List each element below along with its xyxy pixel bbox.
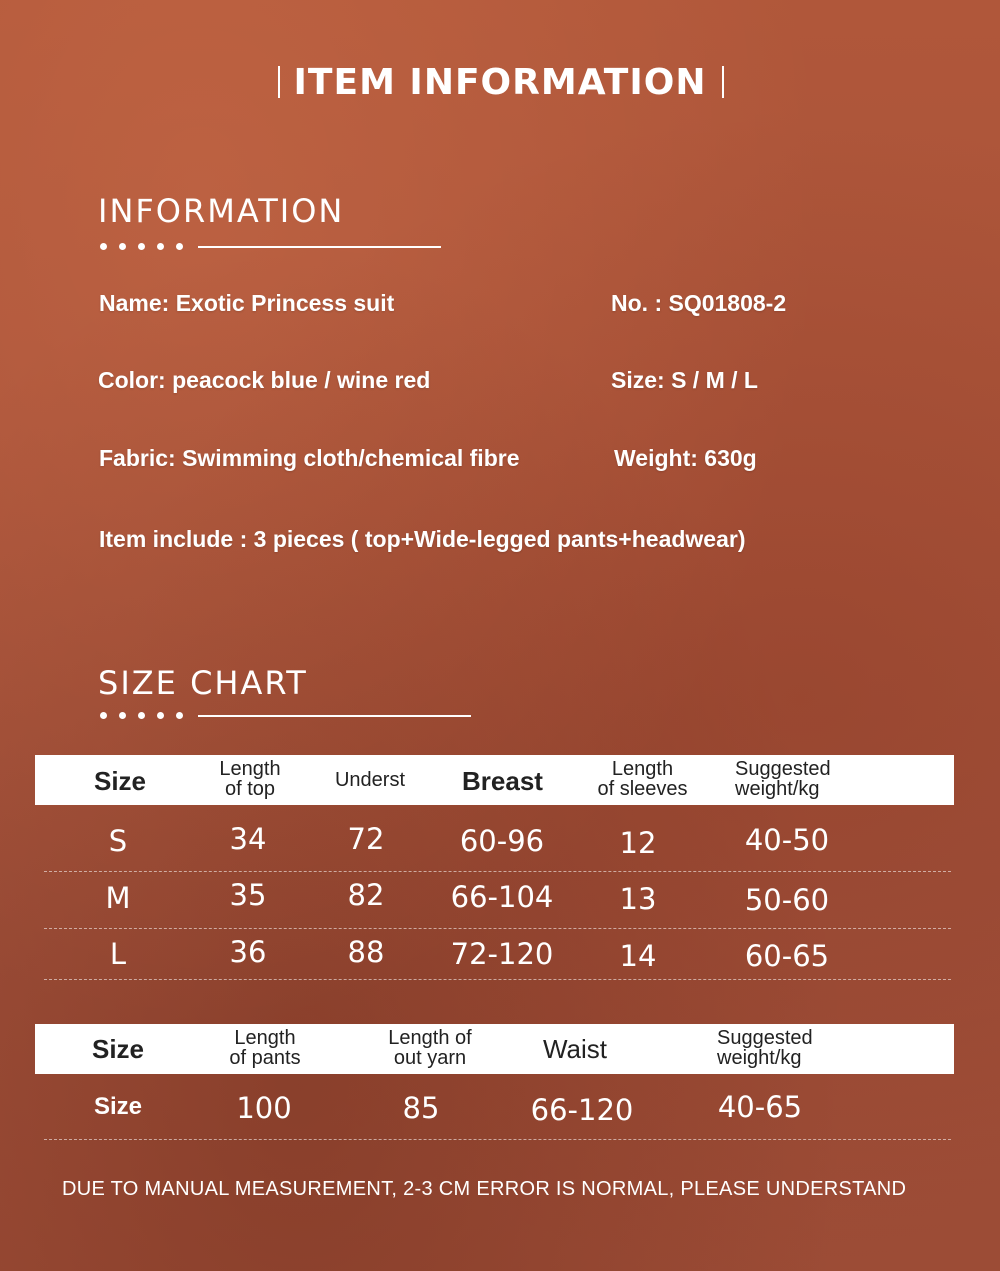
information-dots: [100, 243, 183, 250]
cell-sleeves: 14: [619, 939, 657, 973]
dot: [176, 712, 183, 719]
header-underst: Underst: [334, 769, 406, 791]
cell-underst: 82: [347, 878, 385, 912]
dot: [119, 243, 126, 250]
cell-underst: 72: [347, 822, 385, 856]
title-right-bar: [722, 66, 724, 98]
cell-weight: 50-60: [744, 883, 830, 917]
size-table-header: [35, 755, 954, 805]
header-pants-line2: of pants: [229, 1047, 301, 1069]
header-suggested-weight: [735, 759, 845, 799]
cell-length-top: 36: [229, 935, 267, 969]
dot: [119, 712, 126, 719]
cell-sleeves: 13: [619, 882, 657, 916]
dot: [157, 712, 164, 719]
size-chart-divider: [198, 715, 471, 717]
cell-length-yarn: 85: [402, 1091, 440, 1125]
item-number: No. : SQ01808-2: [611, 290, 787, 316]
item-weight: Weight: 630g: [614, 445, 757, 471]
header-length-pants: [220, 1028, 310, 1068]
header-sleeves-line2: of sleeves: [597, 778, 688, 800]
cell-weight: 40-50: [744, 823, 830, 857]
row-divider: [44, 1139, 951, 1140]
item-fabric: Fabric: Swimming cloth/chemical fibre: [99, 445, 520, 471]
dot: [100, 243, 107, 250]
header-suggested-weight: [717, 1028, 817, 1068]
header-waist: Waist: [542, 1034, 608, 1064]
header-weight-line1: Suggested: [735, 758, 831, 780]
header-weight-line1: Suggested: [717, 1027, 813, 1049]
dot: [138, 712, 145, 719]
header-length-yarn: [380, 1028, 480, 1068]
header-yarn-line2: out yarn: [393, 1047, 467, 1069]
item-include: Item include : 3 pieces ( top+Wide-legged pants+headwear): [99, 526, 746, 552]
dot: [100, 712, 107, 719]
header-breast: Breast: [462, 766, 543, 796]
header-yarn-line1: Length of: [388, 1027, 472, 1049]
size-chart-heading: SIZE CHART: [98, 664, 308, 702]
header-length-top-line2: of top: [224, 778, 276, 800]
information-divider: [198, 246, 441, 248]
header-size: Size: [93, 766, 147, 796]
cell-breast: 72-120: [450, 937, 554, 971]
header-weight-line2: weight/kg: [735, 778, 820, 800]
cell-sleeves: 12: [619, 826, 657, 860]
page-title: ITEM INFORMATION: [293, 62, 707, 103]
header-weight-line2: weight/kg: [717, 1047, 802, 1069]
item-color: Color: peacock blue / wine red: [98, 367, 431, 393]
header-length-top: [215, 759, 285, 799]
cell-length-top: 34: [229, 822, 267, 856]
item-name: Name: Exotic Princess suit: [99, 290, 395, 316]
information-heading: INFORMATION: [98, 192, 345, 230]
row-divider: [44, 871, 951, 872]
size-chart-dots: [100, 712, 183, 719]
item-size: Size: S / M / L: [611, 367, 758, 393]
cell-size: Size: [93, 1093, 143, 1120]
cell-breast: 66-104: [450, 880, 554, 914]
cell-size: L: [109, 937, 127, 971]
header-pants-line1: Length: [234, 1027, 296, 1049]
pants-table-header: [35, 1024, 954, 1074]
cell-size: S: [108, 824, 128, 858]
header-size: Size: [91, 1034, 145, 1064]
cell-breast: 60-96: [459, 824, 545, 858]
cell-length-pants: 100: [236, 1091, 292, 1125]
cell-weight: 60-65: [744, 939, 830, 973]
cell-underst: 88: [347, 935, 385, 969]
row-divider: [44, 979, 951, 980]
header-sleeves-line1: Length: [611, 758, 674, 780]
cell-waist: 66-120: [530, 1093, 634, 1127]
header-length-top-line1: Length: [219, 758, 281, 780]
dot: [138, 243, 145, 250]
measurement-note: DUE TO MANUAL MEASUREMENT, 2-3 CM ERROR IS NORMAL, PLEASE UNDERSTAND: [62, 1178, 907, 1200]
dot: [176, 243, 183, 250]
cell-weight: 40-65: [717, 1090, 803, 1124]
dot: [157, 243, 164, 250]
header-length-sleeves: [590, 759, 695, 799]
cell-length-top: 35: [229, 878, 267, 912]
cell-size: M: [105, 881, 131, 915]
row-divider: [44, 928, 951, 929]
